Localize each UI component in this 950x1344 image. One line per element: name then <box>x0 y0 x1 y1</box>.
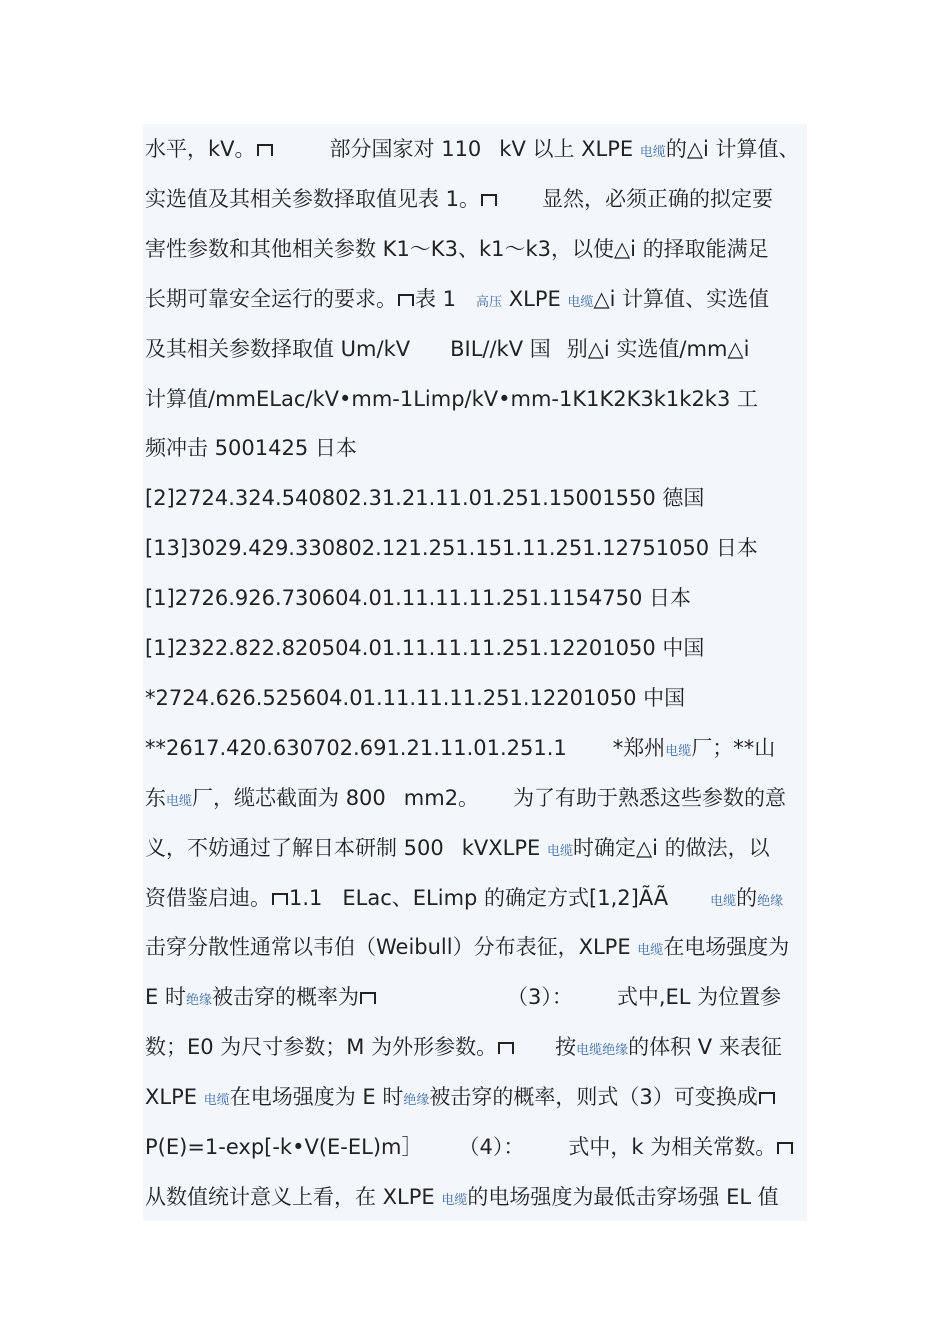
text-run: 别△i 实选值/mm△i <box>566 336 750 361</box>
text-run: 按 <box>555 1035 577 1060</box>
text-run: 击穿分散性通常以韦伯（Weibull）分布表征，XLPE <box>145 935 638 960</box>
text-line <box>145 473 704 523</box>
text-run: 厂，缆芯截面为 800 <box>192 785 386 810</box>
text-run: 为了有助于熟悉这些参数的意 <box>513 785 787 810</box>
text-run: 实选值及其相关参数择取值见表 1。 <box>145 186 481 211</box>
text-line <box>145 1072 776 1122</box>
paragraph-mark-icon <box>759 1092 775 1104</box>
text-run: XLPE <box>145 1085 204 1110</box>
text-run: 数；E0 为尺寸参数；M 为外形参数。 <box>145 1035 498 1060</box>
text-run: 在电场强度为 <box>663 935 790 960</box>
text-run: E 时 <box>145 985 186 1010</box>
keyword-link[interactable]: 绝缘 <box>757 893 784 909</box>
text-run: 频冲击 5001425 日本 <box>145 436 357 461</box>
text-run: 厂；**山 <box>691 735 776 760</box>
text-run: kVXLPE <box>461 835 547 860</box>
paragraph-mark-icon <box>257 144 273 156</box>
text-run: 部分国家对 110 <box>329 137 482 161</box>
text-run: 东 <box>145 785 166 810</box>
text-line <box>145 423 357 473</box>
document-text-block <box>143 124 807 1221</box>
text-line <box>145 324 749 374</box>
keyword-link[interactable]: 电缆 <box>639 145 666 160</box>
text-run: XLPE <box>502 286 568 311</box>
text-run: 水平，kV。 <box>145 137 256 161</box>
text-line <box>145 523 758 573</box>
text-line <box>145 673 685 723</box>
text-run: 资借鉴启迪。 <box>145 885 271 910</box>
text-run: 及其相关参数择取值 Um/kV <box>145 336 411 361</box>
text-line <box>145 1122 794 1172</box>
keyword-link[interactable]: 电缆绝缘 <box>576 1043 629 1059</box>
text-run: △i 计算值、实选值 <box>593 286 770 311</box>
text-line <box>145 623 704 673</box>
text-run: 长期可靠安全运行的要求。 <box>145 286 397 311</box>
paragraph-mark-icon <box>398 294 414 306</box>
text-line <box>145 1172 779 1222</box>
text-run: kV 以上 XLPE <box>499 137 640 161</box>
text-run: BIL//kV 国 <box>450 336 551 361</box>
text-run: *郑州 <box>612 735 666 760</box>
text-run: 被击穿的概率为 <box>211 985 359 1010</box>
text-run: [13]3029.429.330802.121.251.151.11.251.12751050 日本 <box>145 536 758 561</box>
text-line <box>145 124 800 174</box>
paragraph-mark-icon <box>777 1142 793 1154</box>
text-run: *2724.626.525604.01.11.11.11.251.12201050 中国 <box>145 685 686 710</box>
text-line <box>145 773 786 823</box>
paragraph-mark-icon <box>272 893 288 905</box>
text-line <box>145 823 770 873</box>
text-run: 义，不妨通过了解日本研制 500 <box>145 835 444 860</box>
text-line <box>145 224 769 274</box>
text-run: 在电场强度为 E 时 <box>229 1085 404 1110</box>
text-run: 1.1 <box>289 885 323 910</box>
text-run: 的△i 计算值、 <box>665 137 800 161</box>
text-run: **2617.420.630702.691.21.11.01.251.1 <box>145 735 567 760</box>
text-run: 的体积 V 来表征 <box>628 1035 782 1060</box>
text-run: [1]2322.822.820504.01.11.11.11.251.12201050 中国 <box>145 636 705 660</box>
text-line <box>145 573 691 623</box>
text-run: 式中,EL 为位置参 <box>616 985 782 1010</box>
keyword-link[interactable]: 电缆 <box>665 743 692 759</box>
text-line <box>145 174 773 224</box>
text-run: 的电场强度为最低击穿场强 EL 值 <box>467 1184 779 1209</box>
text-run: 被击穿的概率，则式（3）可变换成 <box>429 1085 758 1110</box>
text-line <box>145 723 775 773</box>
text-run: （3）： <box>506 985 573 1010</box>
keyword-link[interactable]: 电缆 <box>567 294 594 310</box>
keyword-link[interactable]: 绝缘 <box>185 993 212 1009</box>
keyword-link[interactable]: 电缆 <box>637 943 664 959</box>
text-run: 害性参数和其他相关参数 K1～K3、k1～k3，以使△i 的择取能满足 <box>145 236 769 261</box>
text-run: 计算值/mmELac/kV•mm-1Limp/kV•mm-1K1K2K3k1k2k3 工 <box>145 386 759 411</box>
text-line <box>145 972 781 1022</box>
text-run: 式中，k 为相关常数。 <box>568 1135 777 1159</box>
keyword-link[interactable]: 电缆 <box>166 793 193 809</box>
text-line <box>145 873 783 923</box>
text-run: （4）： <box>458 1135 525 1159</box>
text-run: 表 1 <box>415 286 457 311</box>
text-line <box>145 922 789 972</box>
keyword-link[interactable]: 高压 <box>476 294 503 310</box>
keyword-link[interactable]: 电缆 <box>203 1093 230 1109</box>
text-line <box>145 1022 782 1072</box>
keyword-link[interactable]: 绝缘 <box>403 1093 430 1109</box>
text-run: 时确定△i 的做法，以 <box>573 835 770 860</box>
text-run: P(E)=1-exp[-k•V(E-EL)m］ <box>145 1135 423 1159</box>
keyword-link[interactable]: 电缆 <box>547 843 574 859</box>
text-run: [1]2726.926.730604.01.11.11.11.251.1154750 日本 <box>145 586 692 611</box>
paragraph-mark-icon <box>498 1042 514 1054</box>
keyword-link[interactable]: 电缆 <box>441 1192 468 1208</box>
paragraph-mark-icon <box>481 194 497 206</box>
text-run: [2]2724.324.540802.31.21.11.01.251.15001550 德国 <box>145 486 705 511</box>
paragraph-mark-icon <box>360 992 376 1004</box>
text-line <box>145 374 758 424</box>
text-run: 从数值统计意义上看，在 XLPE <box>145 1184 442 1209</box>
keyword-link[interactable]: 电缆 <box>710 893 737 909</box>
text-run: mm2。 <box>403 785 480 810</box>
text-line <box>145 274 769 324</box>
text-run: 的 <box>736 885 758 910</box>
text-run: 显然，必须正确的拟定要 <box>542 186 774 211</box>
text-run: ELac、ELimp 的确定方式[1,2]ÃÃ <box>342 885 669 910</box>
